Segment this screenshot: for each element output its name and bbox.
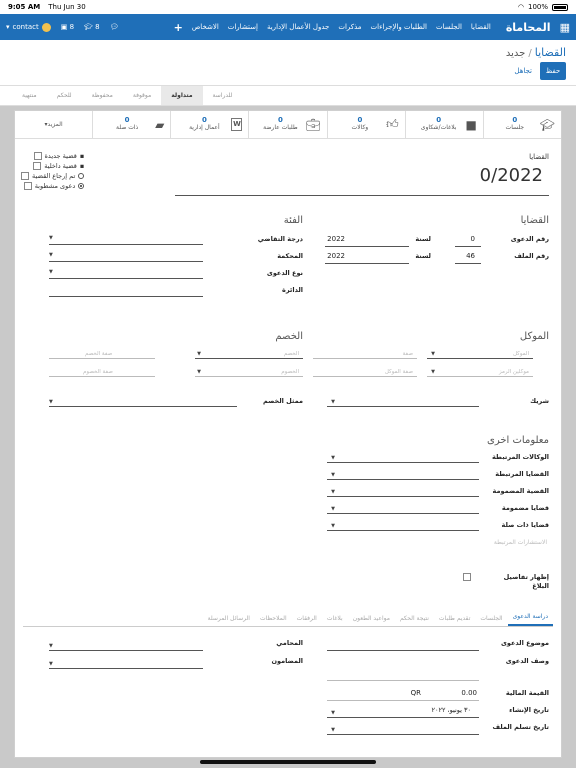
stat-label: ذات صلة [116,124,139,132]
stat-count: 0 [512,116,518,125]
wifi-icon: ◠ [517,3,524,11]
stat-label: جلسات [505,124,525,132]
graduation-cap-icon: 🎓︎ [84,23,93,31]
plus-icon[interactable]: + [173,20,183,34]
tab-sent-messages[interactable]: الرسائل المرسلة [207,615,250,622]
section-other: معلومات اخرى [487,435,549,446]
chevron-down-icon: ▾ [6,23,10,31]
chevron-down-icon: ▼ [197,351,201,357]
user-name: contact [12,23,39,31]
received-label: تاريخ تسلم الملف [492,723,549,731]
flag-label: قضية جديدة [44,152,77,160]
breadcrumb-current: جديد [505,48,526,59]
internal-case-checkbox[interactable] [33,162,41,170]
linked-agencies-select[interactable] [327,453,479,463]
more-button[interactable] [15,111,92,138]
nav-item[interactable]: الطلبات والإجراءات [370,23,428,31]
subject-label: موضوع الدعوى [500,639,549,647]
chevron-down-icon: ▼ [331,472,335,478]
circuit-label: الدائرة [282,286,303,294]
nav-item[interactable]: الجلسات [436,23,462,31]
chevron-down-icon: ▼ [331,710,335,716]
tab-reports[interactable]: بلاغات [326,615,343,622]
control-panel [0,40,576,86]
chevron-down-icon: ▼ [197,369,201,375]
other-label: الوكالات المرتبطة [491,453,549,461]
tab-attachments[interactable]: الرفقات [296,615,317,622]
smart-button-box [15,111,561,139]
chevron-down-icon: ▼ [49,269,53,275]
stat-count: 0 [436,116,442,125]
battery-percent: 100% [527,3,548,11]
section-client: الموكل [519,331,549,342]
agent-role-placeholder: صفة الموكل [384,369,413,375]
client-role-input[interactable] [313,349,417,359]
stage-item[interactable]: للدراسة [212,92,233,99]
year-label: لسنة [415,252,431,260]
partner-select[interactable] [327,397,479,407]
year-value[interactable]: 2022 [327,252,345,260]
lawyer-label: المحامي [276,639,303,647]
chevron-down-icon: ▼ [331,455,335,461]
case-title-label: القضايا [529,153,549,161]
note-icon: ■ [465,117,477,132]
device-status-bar [0,0,576,14]
stage-item[interactable]: منتهية [22,92,37,99]
chevron-down-icon: ▼ [331,399,335,405]
stat-count: 0 [124,116,130,125]
home-indicator [200,760,376,764]
chevron-down-icon: ▼ [49,643,53,649]
file-icon: ▪ [79,152,85,160]
breadcrumb-separator: / [528,48,532,59]
opponent-role-placeholder: صفة الخصم [85,351,113,357]
chevron-down-icon: ▼ [331,727,335,733]
chevron-down-icon: ▼ [49,661,53,667]
opponents-role-placeholder: صفة الخصوم [83,369,113,375]
other-label: القضية المضمومة [492,487,549,495]
struck-radio[interactable] [78,183,84,189]
file-number-label: رقم الملف [514,252,549,260]
returned-radio[interactable] [78,173,84,179]
case-type-select[interactable] [49,269,203,279]
file-number-input[interactable] [455,254,481,264]
merged-case-select[interactable] [327,487,479,497]
breadcrumb-parent[interactable]: القضايا [534,46,566,59]
other-label: قضايا مضمومة [501,504,549,512]
created-label: تاريخ الإنشاء [509,706,549,714]
chevron-down-icon: ▼ [331,523,335,529]
value-amount[interactable]: 0.00 [461,689,477,697]
save-button[interactable]: حفظ [540,62,566,80]
partner-label: شريك [530,397,549,405]
stage-item-active[interactable]: متداولة [161,86,202,105]
other-label: القضايا المرتبطة [495,470,549,478]
breadcrumb [506,46,566,59]
nav-item[interactable]: القضايا [470,23,491,31]
tab-sessions[interactable]: الجلسات [480,615,503,622]
graduation-cap-icon: 🎓︎ [539,117,555,132]
case-name-input[interactable]: 0/2022 [479,165,543,186]
case-number-label: رقم الدعوى [510,235,549,243]
chevron-down-icon: ▼ [49,235,53,241]
nav-item[interactable]: مذكرات [338,23,362,31]
flag-label: تم إرجاع القضية [32,172,76,180]
tab-verdict[interactable]: نتيجة الحكم [399,615,429,622]
stage-item[interactable]: موقوفة [132,92,152,99]
merged-cases-select[interactable] [327,504,479,514]
tab-notes[interactable]: الملاحظات [259,615,287,622]
battery-icon [552,4,568,11]
messages-menu[interactable] [61,23,74,31]
related-button[interactable] [92,111,170,138]
stat-label: أعمال إدارية [189,124,220,132]
chevron-down-icon: ▼ [49,399,53,405]
case-name-underline [175,195,549,196]
lawyer-select[interactable] [49,641,203,651]
section-opponent: الخصم [275,331,303,342]
clock: 9:05 AM [8,3,41,11]
envelope-icon: ▣ [60,23,68,31]
section-cases: القضايا [520,215,549,226]
new-case-checkbox[interactable] [34,152,42,160]
more-label: المزيد [47,121,63,128]
form-sheet [14,110,562,758]
flag-label: قضية داخلية [44,162,77,170]
struck-case-checkbox[interactable] [24,182,32,190]
file-number-value[interactable]: 46 [466,252,475,260]
apps-grid-icon[interactable]: ▦ [559,20,570,34]
stat-count: 0 [277,116,283,125]
value-input[interactable] [327,691,479,701]
stat-count: 0 [357,116,363,125]
year-input[interactable] [325,254,409,264]
suitcase-icon: ▰ [155,117,165,132]
circuit-input[interactable] [49,287,203,297]
nav-item[interactable]: الاشخاص [191,23,219,31]
stat-label: وكالات [351,124,369,132]
case-type-label: نوع الدعوى [266,269,303,277]
guarantor-label: المضامون [271,657,303,665]
created-date[interactable]: ٣٠ يونيو، ٢٠٢٢ [431,706,471,714]
opponent-rep-select[interactable] [49,397,237,407]
description-input[interactable] [327,671,479,681]
year-label: لسنة [415,235,431,243]
court-label: المحكمة [277,252,303,260]
stat-label: طلبات عارضة [263,124,298,132]
sessions-button[interactable] [483,111,561,138]
litigation-degree-label: درجة التقاضي [257,235,303,243]
requests-button[interactable] [248,111,326,138]
chevron-down-icon: ▼ [49,252,53,258]
stat-count: 0 [201,116,207,125]
top-navbar [0,14,576,40]
other-label: قضايا ذات صلة [501,521,549,529]
caret-down-icon: ▾ [44,121,48,128]
show-report-checkbox[interactable] [463,573,471,581]
date: Thu Jun 30 [48,3,86,11]
notebook-tabs [23,611,553,627]
chevron-down-icon: ▼ [331,489,335,495]
description-label: وصف الدعوى [505,657,549,665]
guarantor-select[interactable] [49,659,203,669]
avatar [42,23,51,32]
lock-icon: ▪ [79,162,85,170]
received-date-input[interactable] [327,725,479,735]
currency-label: QR [410,689,421,697]
stage-statusbar [0,86,576,106]
opponents-placeholder: الخصوم [281,369,299,375]
linked-cases-select[interactable] [327,470,479,480]
chevron-down-icon: ▼ [431,369,435,375]
stage-item[interactable]: محفوظة [91,92,113,99]
case-number-input[interactable] [455,237,481,247]
litigation-degree-select[interactable] [49,235,203,245]
stage-item[interactable]: للحكم [56,92,72,99]
agent-code-placeholder: موكلين الرمز [498,369,529,375]
subject-input[interactable] [327,641,479,651]
chevron-down-icon: ▼ [431,351,435,357]
section-category: الفئة [283,215,303,226]
stat-label: بلاغات/شكاوى [420,124,457,132]
agencies-button[interactable] [327,111,405,138]
case-flags [21,151,84,191]
year-value[interactable]: 2022 [327,235,345,243]
chat-icon[interactable]: 💬︎ [109,23,119,31]
year-input[interactable] [325,237,409,247]
client-placeholder: الموكل [512,351,529,357]
created-date-input[interactable] [327,708,479,718]
tab-appeal-dates[interactable]: مواعيد الطعون [352,615,390,622]
opponent-placeholder: الخصم [283,351,299,357]
admin-works-button[interactable] [170,111,248,138]
show-report-label: إظهار تفاصيل البلاغ [503,573,549,591]
courses-menu[interactable] [84,23,100,31]
court-select[interactable] [49,252,203,262]
returned-case-checkbox[interactable] [21,172,29,180]
opponent-rep-label: ممثل الخصم [263,397,303,405]
linked-consultations-label: الاستشارات المرتبطة [493,539,547,546]
chevron-down-icon: ▼ [331,506,335,512]
client-role-placeholder: صفة [402,351,413,357]
case-number-value[interactable]: 0 [470,235,475,243]
app-brand[interactable]: المحاماة [505,20,551,34]
messages-count: 8 [69,23,75,31]
nav-item[interactable]: إستشارات [227,23,258,31]
complaints-button[interactable] [405,111,483,138]
briefcase-icon: 💼︎ [305,117,321,132]
flag-label: دعوى مشطوبة [34,182,76,190]
user-menu[interactable] [6,23,51,32]
thumbs-up-icon: 👍︎ [386,117,399,131]
tab-requests[interactable]: تقديم طلبات [438,615,471,622]
discard-button[interactable]: تجاهل [514,67,532,75]
nav-item[interactable]: جدول الأعمال الإدارية [266,23,330,31]
tab-case-study[interactable]: دراسة الدعوى [508,613,553,626]
courses-count: 8 [95,23,100,31]
value-label: القيمة المالية [505,689,549,697]
word-icon: W [231,118,242,131]
related-cases-select[interactable] [327,521,479,531]
